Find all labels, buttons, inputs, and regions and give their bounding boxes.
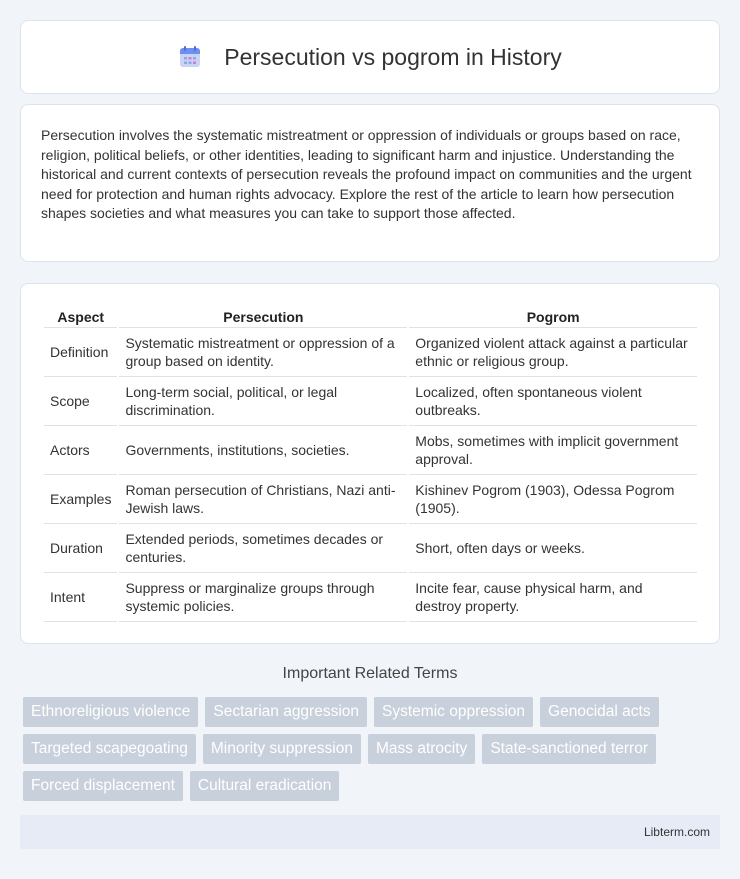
row-persecution: Systematic mistreatment or oppression of a group based on identity. <box>119 328 407 377</box>
row-aspect: Scope <box>44 377 117 426</box>
table-row <box>44 573 697 622</box>
row-aspect: Definition <box>44 328 117 377</box>
header-aspect: Aspect <box>44 304 117 328</box>
row-pogrom: Short, often days or weeks. <box>409 524 697 573</box>
tag-forced-displacement[interactable]: Forced displacement <box>23 771 183 801</box>
calendar-icon <box>178 45 202 69</box>
tag-state-sanctioned-terror[interactable]: State-sanctioned terror <box>482 734 656 764</box>
tag-mass-atrocity[interactable]: Mass atrocity <box>368 734 475 764</box>
row-pogrom: Organized violent attack against a particular ethnic or religious group. <box>409 328 697 377</box>
comparison-table <box>42 304 699 622</box>
row-pogrom: Incite fear, cause physical harm, and destroy property. <box>409 573 697 622</box>
row-persecution: Suppress or marginalize groups through systemic policies. <box>119 573 407 622</box>
row-persecution: Extended periods, sometimes decades or centuries. <box>119 524 407 573</box>
tag-systemic-oppression[interactable]: Systemic oppression <box>374 697 533 727</box>
table-row <box>44 377 697 426</box>
footer <box>20 815 720 849</box>
tag-targeted-scapegoating[interactable]: Targeted scapegoating <box>23 734 196 764</box>
header-persecution: Persecution <box>119 304 407 328</box>
row-aspect: Duration <box>44 524 117 573</box>
tag-minority-suppression[interactable]: Minority suppression <box>203 734 361 764</box>
row-persecution: Roman persecution of Christians, Nazi anti-Jewish laws. <box>119 475 407 524</box>
page-title: Persecution vs pogrom in History <box>224 43 562 70</box>
tag-genocidal-acts[interactable]: Genocidal acts <box>540 697 659 727</box>
header-card <box>20 20 720 94</box>
table-row <box>44 524 697 573</box>
related-terms-title: Important Related Terms <box>282 665 458 682</box>
row-pogrom: Mobs, sometimes with implicit government approval. <box>409 426 697 475</box>
table-row <box>44 328 697 377</box>
tag-ethnoreligious-violence[interactable]: Ethnoreligious violence <box>23 697 198 727</box>
intro-paragraph: Persecution involves the systematic mistreatment or oppression of individuals or groups based on race, religion, political beliefs, or other identities, leading to significant harm and injustice. Understanding the historical and current contexts of persecution reveals the profound impact on communities and the urgent need for protection and human rights advocacy. Explore the rest of the article to learn how persecution shapes societies and what measures you can take to support those affected. <box>41 127 692 221</box>
table-row <box>44 475 697 524</box>
intro-card <box>20 104 720 262</box>
header-pogrom: Pogrom <box>409 304 697 328</box>
row-persecution: Long-term social, political, or legal discrimination. <box>119 377 407 426</box>
related-terms-tags <box>23 697 713 801</box>
row-pogrom: Kishinev Pogrom (1903), Odessa Pogrom (1905). <box>409 475 697 524</box>
table-header-row <box>44 304 697 328</box>
table-row <box>44 426 697 475</box>
row-persecution: Governments, institutions, societies. <box>119 426 407 475</box>
row-pogrom: Localized, often spontaneous violent outbreaks. <box>409 377 697 426</box>
row-aspect: Examples <box>44 475 117 524</box>
comparison-table-card <box>20 283 720 644</box>
header <box>178 44 561 71</box>
footer-site-link[interactable]: Libterm.com <box>643 825 710 839</box>
tag-sectarian-aggression[interactable]: Sectarian aggression <box>205 697 367 727</box>
row-aspect: Actors <box>44 426 117 475</box>
tag-cultural-eradication[interactable]: Cultural eradication <box>190 771 340 801</box>
row-aspect: Intent <box>44 573 117 622</box>
